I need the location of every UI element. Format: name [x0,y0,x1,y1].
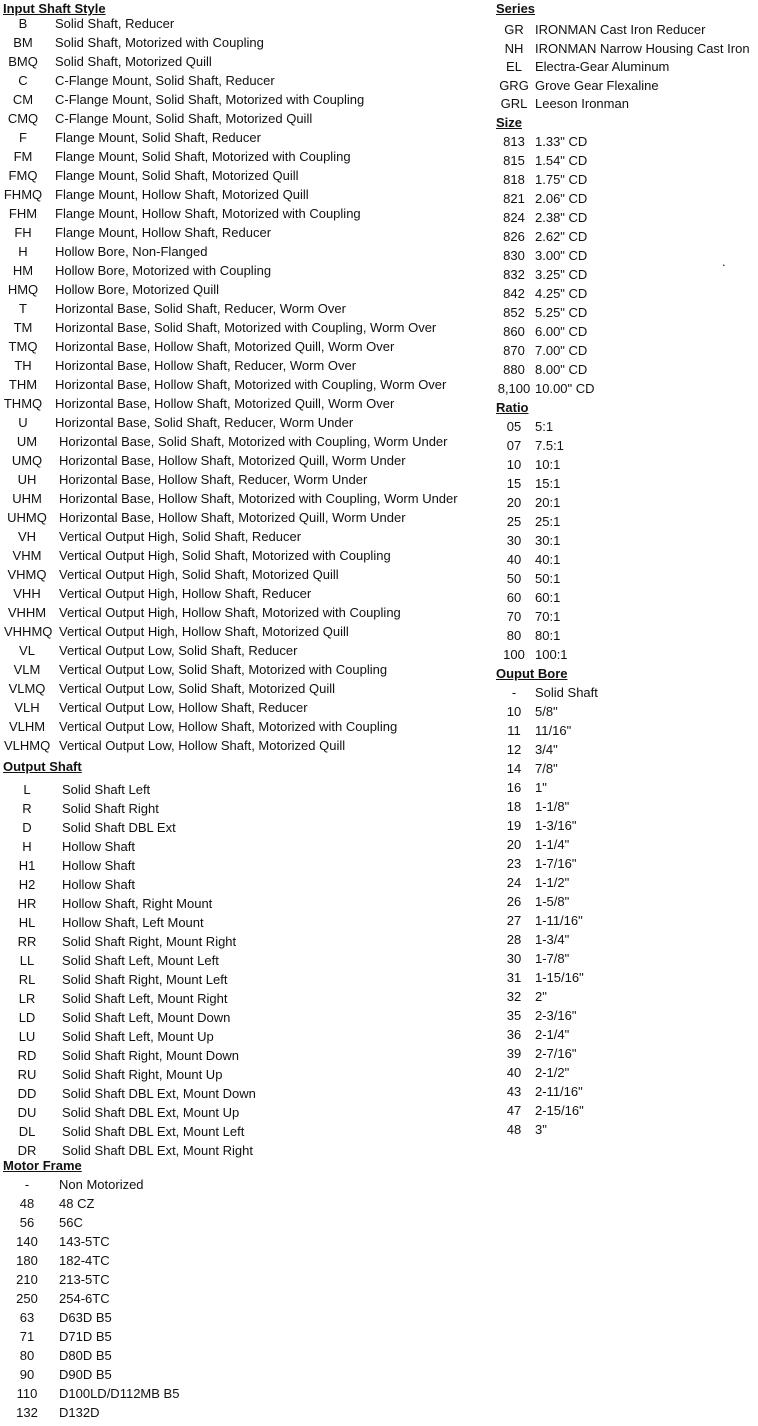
description-cell: Vertical Output Low, Solid Shaft, Motorized with Coupling [59,662,388,677]
code-cell: 880 [503,362,525,377]
description-cell: IRONMAN Cast Iron Reducer [535,22,706,37]
description-cell: 3" [535,1122,547,1137]
code-cell: R [22,801,32,816]
code-cell: THM [8,377,38,392]
code-cell: 31 [506,970,522,985]
description-cell: Flange Mount, Hollow Shaft, Motorized Quill [55,187,309,202]
code-cell: 110 [16,1386,38,1401]
description-cell: Hollow Bore, Non-Flanged [55,244,208,259]
description-cell: Hollow Bore, Motorized Quill [55,282,220,297]
description-cell: Horizontal Base, Solid Shaft, Reducer, Worm Under [55,415,354,430]
code-cell: 48 [506,1122,522,1137]
code-cell: CM [12,92,34,107]
description-cell: Vertical Output High, Solid Shaft, Motorized Quill [59,567,339,582]
code-cell: UH [17,472,37,487]
code-cell: 50 [506,571,522,586]
description-cell: 100:1 [535,647,568,662]
code-cell: FH [14,225,32,240]
code-cell: LL [19,953,35,968]
size-title: Size [496,115,523,130]
description-cell: Solid Shaft Left, Mount Right [62,991,228,1006]
code-cell: 830 [503,248,525,263]
description-cell: D90D B5 [59,1367,112,1382]
code-cell: BM [13,35,33,50]
code-cell: 40 [506,552,522,567]
code-cell: 39 [506,1046,522,1061]
description-cell: IRONMAN Narrow Housing Cast Iron [535,40,750,56]
code-cell: 26 [506,894,522,909]
description-cell: D71D B5 [59,1329,112,1344]
code-cell: 870 [503,343,525,358]
description-cell: Hollow Shaft, Left Mount [62,915,204,930]
code-cell: 813 [503,134,525,149]
code-cell: VHHM [7,605,47,620]
code-cell: 824 [503,210,525,225]
description-cell: 213-5TC [59,1272,110,1287]
description-cell: Solid Shaft DBL Ext, Mount Up [62,1105,240,1120]
description-cell: 1.75" CD [535,172,588,187]
description-cell: Solid Shaft, Motorized with Coupling [55,35,264,50]
code-cell: VL [19,643,35,658]
description-cell: 2-1/4" [535,1027,570,1042]
code-cell: 90 [19,1367,35,1382]
description-cell: Horizontal Base, Hollow Shaft, Motorized with Coupling, Worm Under [59,491,458,506]
code-cell: 100 [503,647,525,662]
code-cell: HMQ [7,282,39,297]
description-cell: Solid Shaft, Motorized Quill [55,54,212,69]
description-cell: 3.00" CD [535,248,588,263]
description-cell: Hollow Shaft [62,839,135,854]
description-cell: Vertical Output High, Solid Shaft, Reducer [59,529,302,544]
code-cell: UHM [12,491,42,506]
code-cell: 815 [503,153,525,168]
code-cell: HM [12,263,34,278]
code-cell: RU [17,1067,37,1082]
description-cell: 80:1 [535,628,561,643]
description-cell: Vertical Output Low, Hollow Shaft, Reducer [59,700,308,715]
description-cell: D63D B5 [59,1310,112,1325]
code-cell: D [22,820,32,835]
description-cell: 1-3/4" [535,932,570,947]
description-cell: Horizontal Base, Hollow Shaft, Motorized Quill, Worm Under [59,510,406,525]
description-cell: 1" [535,780,547,795]
code-cell: UHMQ [7,510,47,525]
code-cell: 10 [506,704,522,719]
code-cell: 8,100 [497,381,531,396]
code-cell: 132 [16,1405,38,1420]
code-cell: FMQ [8,168,38,183]
description-cell: Solid Shaft DBL Ext [62,820,176,835]
code-cell: GRL [500,96,528,111]
description-cell: Horizontal Base, Hollow Shaft, Motorized Quill, Worm Under [59,453,406,468]
description-cell: Solid Shaft Right, Mount Up [62,1067,223,1082]
code-cell: FM [13,149,33,164]
description-cell: 25:1 [535,514,561,529]
description-cell: 2.38" CD [535,210,588,225]
code-cell: - [511,685,517,700]
code-cell: H1 [18,858,36,873]
description-cell: 10.00" CD [535,381,595,396]
code-cell: TMQ [8,339,38,354]
description-cell: Hollow Shaft [62,858,135,873]
code-cell: 70 [506,609,522,624]
code-cell: 07 [506,438,522,453]
description-cell: 48 CZ [59,1196,95,1211]
description-cell: 1-11/16" [535,913,583,928]
code-cell: VHH [13,586,41,601]
code-cell: 20 [506,495,522,510]
code-cell: RR [17,934,37,949]
description-cell: 6.00" CD [535,324,588,339]
description-cell: 1-7/8" [535,951,570,966]
code-cell: 56 [19,1215,35,1230]
code-cell: GRG [499,77,529,93]
description-cell: Flange Mount, Solid Shaft, Reducer [55,130,261,145]
code-cell: VH [17,529,37,544]
code-cell: VLMQ [8,681,46,696]
code-cell: 852 [503,305,525,320]
code-cell: TH [14,358,32,373]
description-cell: 1-3/16" [535,818,577,833]
code-cell: LD [18,1010,36,1025]
stray-mark: . [722,254,726,269]
description-cell: Leeson Ironman [535,96,629,111]
code-cell: 14 [506,761,522,776]
code-cell: FHMQ [3,187,43,202]
description-cell: 1.33" CD [535,134,588,149]
description-cell: Solid Shaft DBL Ext, Mount Left [62,1124,245,1139]
code-cell: DR [17,1143,37,1158]
description-cell: Horizontal Base, Hollow Shaft, Motorized Quill, Worm Over [55,396,395,411]
description-cell: Solid Shaft Left, Mount Up [62,1029,214,1044]
description-cell: Horizontal Base, Hollow Shaft, Reducer, Worm Over [55,358,357,373]
code-cell: 210 [16,1272,38,1287]
description-cell: 20:1 [535,495,561,510]
code-cell: VHM [12,548,42,563]
description-cell: 1-1/2" [535,875,570,890]
description-cell: D80D B5 [59,1348,112,1363]
description-cell: 10:1 [535,457,561,472]
description-cell: 2-7/16" [535,1046,577,1061]
description-cell: 56C [59,1215,83,1230]
code-cell: 05 [506,419,522,434]
description-cell: 1.54" CD [535,153,588,168]
code-cell: T [19,301,27,316]
code-cell: 40 [506,1065,522,1080]
code-cell: 15 [506,476,522,491]
code-cell: LR [18,991,36,1006]
code-cell: 25 [506,514,522,529]
code-cell: 80 [506,628,522,643]
code-cell: THMQ [3,396,43,411]
code-cell: H [18,244,28,259]
code-cell: 60 [506,590,522,605]
code-cell: F [19,130,27,145]
code-cell: 832 [503,267,525,282]
code-cell: 20 [506,837,522,852]
code-cell: VLH [14,700,40,715]
description-cell: 2-15/16" [535,1103,584,1118]
code-cell: 821 [503,191,525,206]
description-cell: Solid Shaft Right, Mount Right [62,934,237,949]
description-cell: 7.00" CD [535,343,588,358]
description-cell: Solid Shaft Left, Mount Down [62,1010,231,1025]
description-cell: 2.62" CD [535,229,588,244]
code-cell: FHM [8,206,38,221]
description-cell: Hollow Bore, Motorized with Coupling [55,263,272,278]
code-cell: GR [504,22,524,37]
description-cell: Solid Shaft Right, Mount Left [62,972,228,987]
code-cell: RD [17,1048,37,1063]
code-cell: HL [18,915,36,930]
description-cell: Solid Shaft Right [62,801,159,816]
description-cell: 2-3/16" [535,1008,577,1023]
description-cell: 2.06" CD [535,191,588,206]
description-cell: Vertical Output High, Hollow Shaft, Motorized with Coupling [59,605,401,620]
description-cell: C-Flange Mount, Solid Shaft, Reducer [55,73,275,88]
code-cell: 27 [506,913,522,928]
code-cell: H2 [18,877,36,892]
code-cell: DD [17,1086,37,1101]
code-cell: 860 [503,324,525,339]
description-cell: 60:1 [535,590,561,605]
description-cell: Solid Shaft, Reducer [55,16,175,31]
description-cell: 7/8" [535,761,558,776]
code-cell: EL [506,59,522,74]
code-cell: C [18,73,28,88]
code-cell: TM [13,320,33,335]
description-cell: 7.5:1 [535,438,564,453]
description-cell: 1-5/8" [535,894,570,909]
code-cell: 18 [506,799,522,814]
code-cell: 11 [507,723,521,738]
code-cell: DU [17,1105,37,1120]
description-cell: Vertical Output High, Hollow Shaft, Reducer [59,586,312,601]
code-cell: 36 [506,1027,522,1042]
code-cell: 818 [503,172,525,187]
code-cell: 250 [16,1291,38,1306]
description-cell: Flange Mount, Solid Shaft, Motorized Quill [55,168,299,183]
code-cell: VHHMQ [4,624,53,639]
code-cell: 12 [506,742,522,757]
code-cell: UMQ [11,453,43,468]
description-cell: Vertical Output High, Hollow Shaft, Motorized Quill [59,624,349,639]
code-cell: BMQ [8,54,38,69]
description-cell: Solid Shaft [535,685,598,700]
code-cell: UM [16,434,38,449]
description-cell: 11/16" [535,723,572,738]
code-cell: 842 [503,286,525,301]
description-cell: 5.25" CD [535,305,588,320]
description-cell: 4.25" CD [535,286,588,301]
code-cell: LU [18,1029,36,1044]
description-cell: Flange Mount, Hollow Shaft, Reducer [55,225,272,240]
code-cell: 71 [19,1329,35,1344]
description-cell: Vertical Output Low, Solid Shaft, Motorized Quill [59,681,336,696]
description-cell: Solid Shaft Right, Mount Down [62,1048,240,1063]
description-cell: Solid Shaft Left [62,782,151,797]
code-cell: 32 [506,989,522,1004]
description-cell: 254-6TC [59,1291,110,1306]
description-cell: 3/4" [535,742,558,757]
code-cell: 180 [16,1253,38,1268]
code-cell: NH [504,40,524,56]
code-cell: 35 [506,1008,522,1023]
description-cell: Horizontal Base, Hollow Shaft, Reducer, Worm Under [59,472,368,487]
code-cell: U [18,415,28,430]
description-cell: 50:1 [535,571,561,586]
code-cell: 10 [506,457,522,472]
description-cell: 3.25" CD [535,267,588,282]
description-cell: 70:1 [535,609,561,624]
code-cell: 826 [503,229,525,244]
description-cell: 1-15/16" [535,970,584,985]
description-cell: Vertical Output High, Solid Shaft, Motorized with Coupling [59,548,391,563]
description-cell: 2-11/16" [535,1084,583,1099]
input-shaft-style-title: Input Shaft Style [3,1,106,16]
description-cell: Horizontal Base, Solid Shaft, Motorized with Coupling, Worm Under [59,434,448,449]
description-cell: Flange Mount, Solid Shaft, Motorized with Coupling [55,149,351,164]
code-cell: B [18,16,28,31]
description-cell: C-Flange Mount, Solid Shaft, Motorized with Coupling [55,92,365,107]
description-cell: 1-1/8" [535,799,570,814]
description-cell: 8.00" CD [535,362,588,377]
output-bore-title: Ouput Bore [496,666,568,681]
code-cell: 140 [16,1234,38,1249]
code-cell: 19 [506,818,522,833]
description-cell: Vertical Output Low, Solid Shaft, Reducer [59,643,298,658]
code-cell: 23 [506,856,522,871]
description-cell: Solid Shaft DBL Ext, Mount Down [62,1086,256,1101]
description-cell: Hollow Shaft, Right Mount [62,896,213,911]
code-cell: VHMQ [7,567,47,582]
description-cell: 2-1/2" [535,1065,570,1080]
description-cell: Horizontal Base, Hollow Shaft, Motorized Quill, Worm Over [55,339,395,354]
code-cell: VLHM [8,719,46,734]
description-cell: Horizontal Base, Hollow Shaft, Motorized with Coupling, Worm Over [55,377,447,392]
description-cell: 1-7/16" [535,856,577,871]
code-cell: L [23,782,31,797]
description-cell: 182-4TC [59,1253,110,1268]
description-cell: Horizontal Base, Solid Shaft, Motorized with Coupling, Worm Over [55,320,437,335]
description-cell: 5:1 [535,419,554,434]
description-cell: Solid Shaft DBL Ext, Mount Right [62,1143,254,1158]
description-cell: Vertical Output Low, Hollow Shaft, Motorized with Coupling [59,719,398,734]
description-cell: D132D [59,1405,100,1420]
code-cell: 43 [506,1084,522,1099]
series-title: Series [496,1,536,16]
description-cell: Vertical Output Low, Hollow Shaft, Motorized Quill [59,738,346,753]
code-cell: HR [17,896,37,911]
code-cell: VLM [13,662,41,677]
description-cell: 5/8" [535,704,558,719]
code-cell: 30 [506,533,522,548]
description-cell: Flange Mount, Hollow Shaft, Motorized with Coupling [55,206,361,221]
description-cell: Electra-Gear Aluminum [535,59,670,74]
description-cell: Solid Shaft Left, Mount Left [62,953,219,968]
code-cell: 16 [506,780,522,795]
description-cell: C-Flange Mount, Solid Shaft, Motorized Quill [55,111,313,126]
description-cell: 2" [535,989,547,1004]
code-cell: 47 [506,1103,522,1118]
code-cell: DL [18,1124,36,1139]
code-cell: 48 [19,1196,35,1211]
description-cell: Grove Gear Flexaline [535,77,659,93]
description-cell: D100LD/D112MB B5 [59,1386,180,1401]
output-shaft-title: Output Shaft [3,759,82,774]
code-cell: 28 [506,932,522,947]
code-cell: 63 [19,1310,35,1325]
code-cell: - [24,1177,30,1192]
code-cell: CMQ [7,111,39,126]
code-cell: VLHMQ [4,738,51,753]
code-cell: 80 [19,1348,35,1363]
motor-frame-title: Motor Frame [3,1158,82,1173]
description-cell: 143-5TC [59,1234,110,1249]
description-cell: Hollow Shaft [62,877,135,892]
description-cell: 15:1 [535,476,561,491]
code-cell: 30 [506,951,522,966]
code-cell: 24 [506,875,522,890]
description-cell: Horizontal Base, Solid Shaft, Reducer, Worm Over [55,301,346,316]
description-cell: 40:1 [535,552,561,567]
description-cell: 30:1 [535,533,561,548]
description-cell: Non Motorized [59,1177,144,1192]
ratio-title: Ratio [496,400,529,415]
description-cell: 1-1/4" [535,837,570,852]
code-cell: H [22,839,32,854]
code-cell: RL [18,972,36,987]
